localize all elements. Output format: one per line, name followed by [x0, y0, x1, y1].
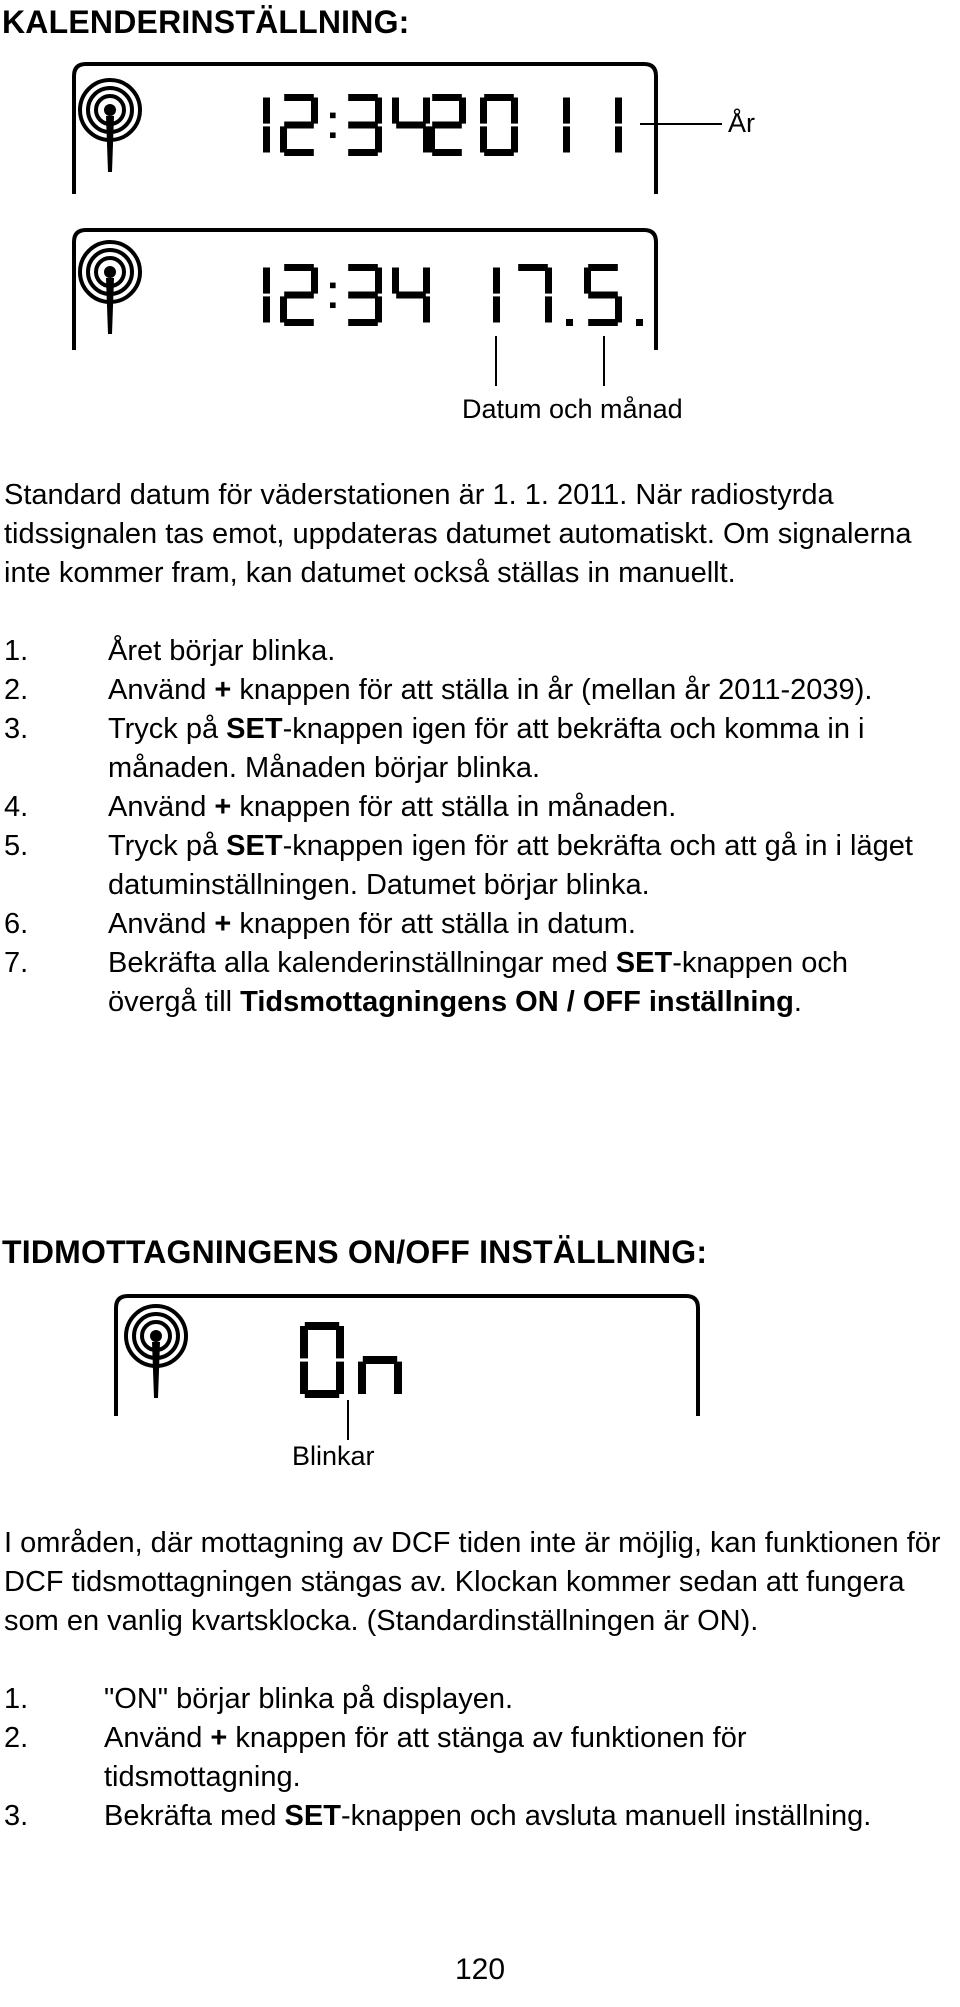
radio-signal-core: [150, 1330, 162, 1342]
lcd-segment: [284, 264, 314, 271]
lcd-segment: [432, 122, 462, 129]
step-text-part: Bekräfta med: [104, 1800, 285, 1832]
calendar-steps-list: [4, 632, 934, 1022]
radio-signal-icon: [126, 1306, 186, 1398]
lcd-segment: [423, 296, 430, 322]
step-text-part: Tryck på: [108, 830, 227, 862]
lcd-segment: [588, 319, 618, 326]
lcd-segment: [263, 126, 270, 152]
lcd-colon-dot: [330, 113, 336, 119]
lcd-segment: [394, 1362, 402, 1394]
lcd-segment: [615, 126, 622, 152]
lcd-segment: [300, 1326, 308, 1358]
lcd-segment: [375, 126, 382, 152]
page-number: 120: [454, 1953, 506, 1986]
lcd-segment: [584, 268, 591, 294]
lcd-segment: [311, 268, 318, 294]
step-text-part: -knappen igen för att bekräfta och att gå in i läget datuminställningen. Datumet börjar blinka.: [108, 830, 913, 901]
step-text: [4, 788, 934, 827]
step-text-part: Använd: [108, 908, 215, 940]
lcd-segment: [280, 296, 287, 322]
step-text-part: Bekräfta alla kalenderinställningar med: [108, 947, 616, 979]
lcd-segment: [432, 94, 462, 101]
lcd-segment: [305, 1322, 339, 1330]
radio-signal-icon: [80, 80, 140, 172]
lcd-segment: [484, 149, 514, 156]
lcd-segment: [284, 292, 314, 299]
lcd-segment: [511, 98, 518, 124]
calendar-heading: KALENDERINSTÄLLNING:: [2, 4, 410, 40]
step-text: [4, 1719, 934, 1797]
lcd-segment: [375, 268, 382, 294]
step-text-part: knappen för att ställa in år (mellan år 2011-2039).: [231, 674, 873, 706]
step-number: 3.: [4, 1800, 29, 1832]
lcd-segment: [545, 296, 552, 322]
step-text-part: Året börjar blinka.: [108, 635, 336, 667]
step-text: [4, 632, 934, 671]
step-text-bold: SET: [284, 1800, 341, 1832]
lcd-segment: [336, 1326, 344, 1358]
radio-signal-core: [104, 266, 116, 278]
radio-signal-mast: [106, 278, 114, 334]
step-text-bold: SET: [615, 947, 673, 979]
step-text: [4, 905, 934, 944]
lcd-segment: [588, 292, 618, 299]
radio-signal-icon: [80, 242, 140, 334]
step-text: [4, 1680, 934, 1719]
lcd-display-date: [74, 230, 656, 386]
lcd-segment: [563, 98, 570, 124]
lcd-segment: [284, 149, 314, 156]
step-text-bold: SET: [226, 713, 283, 745]
step-text-part: -knappen igen för att bekräfta och komma in i månaden. Månaden börjar blinka.: [108, 713, 865, 784]
step-item: [4, 632, 934, 671]
radio-signal-mast: [152, 1342, 160, 1398]
step-text-bold: +: [214, 908, 232, 940]
lcd-segment: [423, 98, 430, 124]
lcd-segment: [348, 319, 378, 326]
lcd-segment: [615, 296, 622, 322]
step-number: 4.: [4, 791, 29, 823]
lcd-segment: [284, 319, 314, 326]
step-text-part: -knappen och avsluta manuell inställning.: [340, 1800, 872, 1832]
lcd-segment: [432, 149, 462, 156]
lcd-segment: [493, 296, 500, 322]
lcd-segment: [284, 94, 314, 101]
step-text: [4, 944, 934, 1022]
step-item: [4, 1797, 934, 1836]
lcd-segment: [545, 268, 552, 294]
lcd-segment: [263, 268, 270, 294]
lcd-segment: [480, 98, 487, 124]
lcd-segment: [518, 264, 548, 271]
lcd-segment: [348, 149, 378, 156]
calendar-intro: Standard datum för väderstationen är 1. 1. 2011. När radiostyrda tidssignalen tas emot, uppdateras datumet automatiskt. Om signalerna inte kommer fram, kan datumet också ställas in manuellt.: [4, 479, 912, 589]
step-item: [4, 827, 934, 905]
lcd-segment: [375, 98, 382, 124]
step-text: [4, 671, 934, 710]
step-text-part: Använd: [104, 1722, 211, 1754]
step-text: [4, 710, 934, 788]
lcd-display-year: [74, 64, 722, 194]
step-text-part: Tryck på: [108, 713, 227, 745]
step-item: [4, 671, 934, 710]
step-text-part: Använd: [108, 791, 215, 823]
lcd-frame: [116, 1296, 698, 1416]
lcd-segment: [311, 98, 318, 124]
step-number: 7.: [4, 947, 29, 979]
lcd-segment: [428, 126, 435, 152]
lcd-segment: [396, 292, 426, 299]
lcd-segment: [396, 122, 426, 129]
step-text-part: .: [793, 986, 802, 1018]
lcd-segment: [392, 98, 399, 124]
step-item: [4, 944, 934, 1022]
lcd-segment: [511, 126, 518, 152]
step-text-bold: Tidsmottagningens ON / OFF inställning: [240, 986, 794, 1018]
reception-heading: TIDMOTTAGNINGENS ON/OFF INSTÄLLNING:: [2, 1234, 708, 1270]
step-text-part: knappen för att ställa in datum.: [231, 908, 636, 940]
step-item: [4, 1680, 934, 1719]
lcd-segment: [263, 98, 270, 124]
step-text-bold: +: [214, 674, 232, 706]
step-text-part: knappen för att stänga av funktionen för tidsmottagning.: [104, 1722, 747, 1793]
step-text-part: "ON" börjar blinka på displayen.: [104, 1683, 514, 1715]
step-item: [4, 710, 934, 788]
lcd-frame: [74, 230, 656, 350]
lcd-segment: [348, 264, 378, 271]
lcd-segment: [358, 1362, 366, 1394]
lcd-segment: [348, 122, 378, 129]
lcd-date-dot: [566, 319, 573, 326]
lcd-segment: [484, 94, 514, 101]
lcd-segment: [263, 296, 270, 322]
lcd-segment: [336, 1362, 344, 1394]
lcd-segment: [563, 126, 570, 152]
step-item: [4, 1719, 934, 1797]
lcd-colon-dot: [330, 132, 336, 138]
step-text-bold: SET: [226, 830, 283, 862]
lcd-segment: [480, 126, 487, 152]
lcd-segment: [392, 268, 399, 294]
step-item: [4, 788, 934, 827]
step-number: 1.: [4, 635, 29, 667]
label-blinking: Blinkar: [292, 1441, 375, 1471]
radio-signal-mast: [106, 116, 114, 172]
lcd-colon-dot: [330, 302, 336, 308]
lcd-segment: [375, 296, 382, 322]
radio-signal-core: [104, 104, 116, 116]
lcd-segment: [615, 98, 622, 124]
step-number: 2.: [4, 1722, 29, 1754]
lcd-segment: [459, 98, 466, 124]
lcd-segment: [300, 1362, 308, 1394]
lcd-month-dot: [636, 319, 643, 326]
lcd-display-on: [116, 1296, 698, 1440]
lcd-segment: [284, 122, 314, 129]
label-year: År: [728, 108, 755, 138]
step-text-part: knappen för att ställa in månaden.: [231, 791, 677, 823]
lcd-segment: [305, 1390, 339, 1398]
step-text-part: Använd: [108, 674, 215, 706]
step-text: [4, 827, 934, 905]
lcd-segment: [348, 292, 378, 299]
lcd-segment: [280, 126, 287, 152]
lcd-segment: [363, 1356, 397, 1364]
reception-intro: I områden, där mottagning av DCF tiden inte är möjlig, kan funktionen för DCF tidsmottagningen stängas av. Klockan kommer sedan att fungera som en vanlig kvartsklocka. (Standardinställningen är ON).: [4, 1527, 941, 1637]
lcd-segment: [348, 94, 378, 101]
reception-steps-list: [4, 1680, 934, 1836]
step-text-part: -knappen och övergå till: [108, 947, 848, 1018]
label-date-month: Datum och månad: [462, 394, 683, 424]
lcd-segment: [588, 264, 618, 271]
lcd-segment: [423, 268, 430, 294]
step-number: 6.: [4, 908, 29, 940]
step-item: [4, 905, 934, 944]
step-number: 1.: [4, 1683, 29, 1715]
step-number: 2.: [4, 674, 29, 706]
step-number: 3.: [4, 713, 29, 745]
lcd-colon-dot: [330, 283, 336, 289]
step-text-bold: +: [214, 791, 232, 823]
lcd-segment: [493, 268, 500, 294]
step-text-bold: +: [210, 1722, 228, 1754]
step-text: [4, 1797, 934, 1836]
step-number: 5.: [4, 830, 29, 862]
